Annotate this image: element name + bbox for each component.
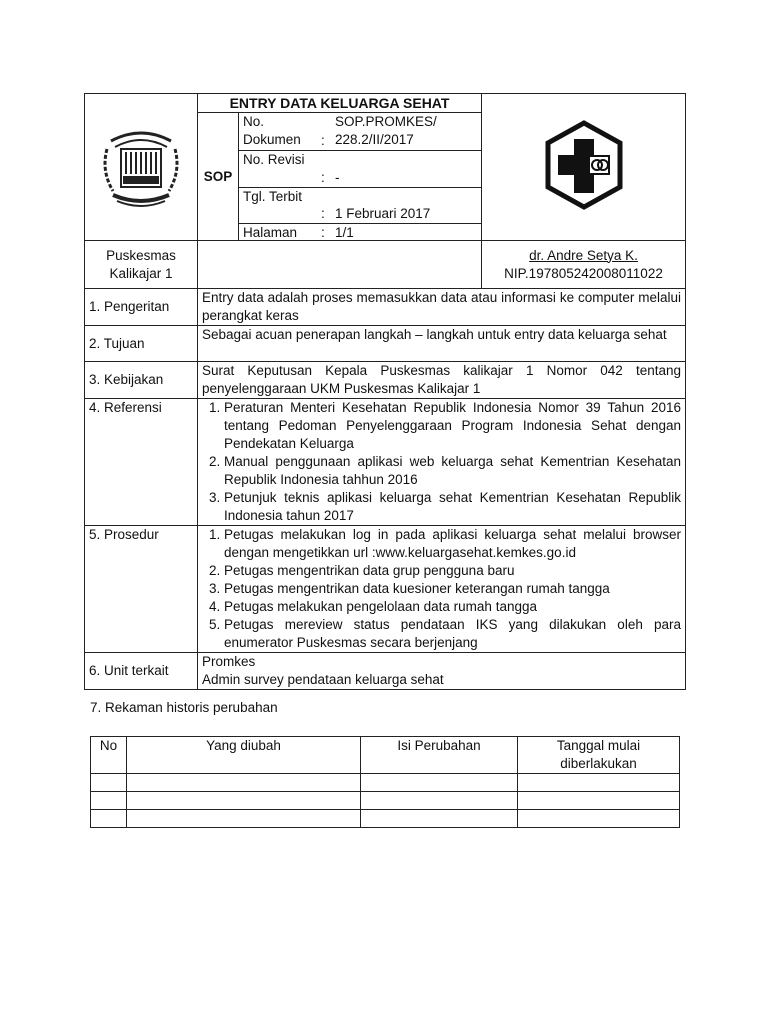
history-title: 7. Rekaman historis perubahan [90,700,278,715]
halaman-label: Halaman [243,224,298,240]
health-logo-cell [482,94,686,241]
colon: : [321,113,335,150]
list-item: 3. Petugas mengentrikan data kuesioner keterangan rumah tangga [224,580,681,598]
section-label: 1. Pengeritan [85,289,198,326]
section-content [198,289,686,326]
regency-emblem-icon [97,119,185,211]
section-label: 3. Kebijakan [85,362,198,399]
colon: : [321,150,335,187]
table-row [91,774,680,792]
health-cross-logo-icon [542,119,626,211]
regency-logo-cell [85,94,198,241]
section-content [198,526,686,653]
section-label: 4. Referensi [85,399,198,526]
header-block [198,94,482,241]
org-line: Kalikajar 1 [109,265,173,281]
document-title: ENTRY DATA KELUARGA SEHAT [198,94,481,113]
no-dokumen-label: No. Dokumen [239,113,321,150]
section-label: 6. Unit terkait [85,653,198,690]
section-text: Entry data adalah proses memasukkan data atau informasi ke computer melalui perangkat keras [202,290,682,323]
unit-line: Admin survey pendataan keluarga sehat [202,672,444,687]
list-item: 5. Petugas mereview status pendataan IKS yang dilakukan oleh para enumerator Puskesmas secara berjenjang [224,616,681,652]
list-item: 2. Manual penggunaan aplikasi web keluarga sehat Kementrian Kesehatan Republik Indonesia tahhun 2016 [224,453,681,489]
section-content [198,653,686,690]
table-header: Tanggal mulai diberlakukan [518,737,680,774]
no-revisi-value: - [335,150,481,187]
org-block [85,241,198,289]
no-dokumen-value: SOP.PROMKES/ 228.2/II/2017 [335,113,481,150]
sop-table [84,93,686,690]
sign-middle-blank [198,241,482,289]
colon: : [321,224,325,240]
section-label: 2. Tujuan [85,326,198,362]
table-header: Yang diubah [127,737,361,774]
list-item: 3. Petunjuk teknis aplikasi keluarga sehat Kementrian Kesehatan Republik Indonesia tahun 2017 [224,489,681,525]
section-content: Surat Keputusan Kepala Puskesmas kalikajar 1 Nomor 042 tentang penyelenggaraan UKM Puskesmas Kalikajar 1 [198,362,686,399]
halaman-value: 1/1 [335,224,354,240]
org-line: Puskesmas [106,247,176,263]
list-item: 2. Petugas mengentrikan data grup pengguna baru [224,562,681,580]
table-header: No [91,737,127,774]
signer-block [482,241,686,289]
no-revisi-label: No. Revisi [239,150,321,187]
table-row [91,810,680,828]
tgl-terbit-value: 1 Februari 2017 [335,187,481,223]
colon: : [321,187,335,223]
history-table [90,736,680,828]
signer-nip: NIP.197805242008011022 [504,265,663,281]
table-row [91,792,680,810]
list-item: 1. Petugas melakukan log in pada aplikasi keluarga sehat melalui browser dengan mengetikkan url :www.keluargasehat.kemkes.go.id [224,526,681,562]
list-item: 4. Petugas melakukan pengelolaan data rumah tangga [224,598,681,616]
section-label: 5. Prosedur [85,526,198,653]
tgl-terbit-label: Tgl. Terbit [239,187,321,223]
section-content [198,399,686,526]
table-header: Isi Perubahan [361,737,518,774]
section-content: Sebagai acuan penerapan langkah – langkah untuk entry data keluarga sehat [198,326,686,362]
unit-line: Promkes [202,654,256,669]
sop-label: SOP [198,113,239,240]
list-item: 1. Peraturan Menteri Kesehatan Republik Indonesia Nomor 39 Tahun 2016 tentang Pedoman Penyelenggaraan Program Indonesia Sehat dengan Pendekatan Keluarga [224,399,681,453]
signer-name: dr. Andre Setya K. [529,247,638,263]
